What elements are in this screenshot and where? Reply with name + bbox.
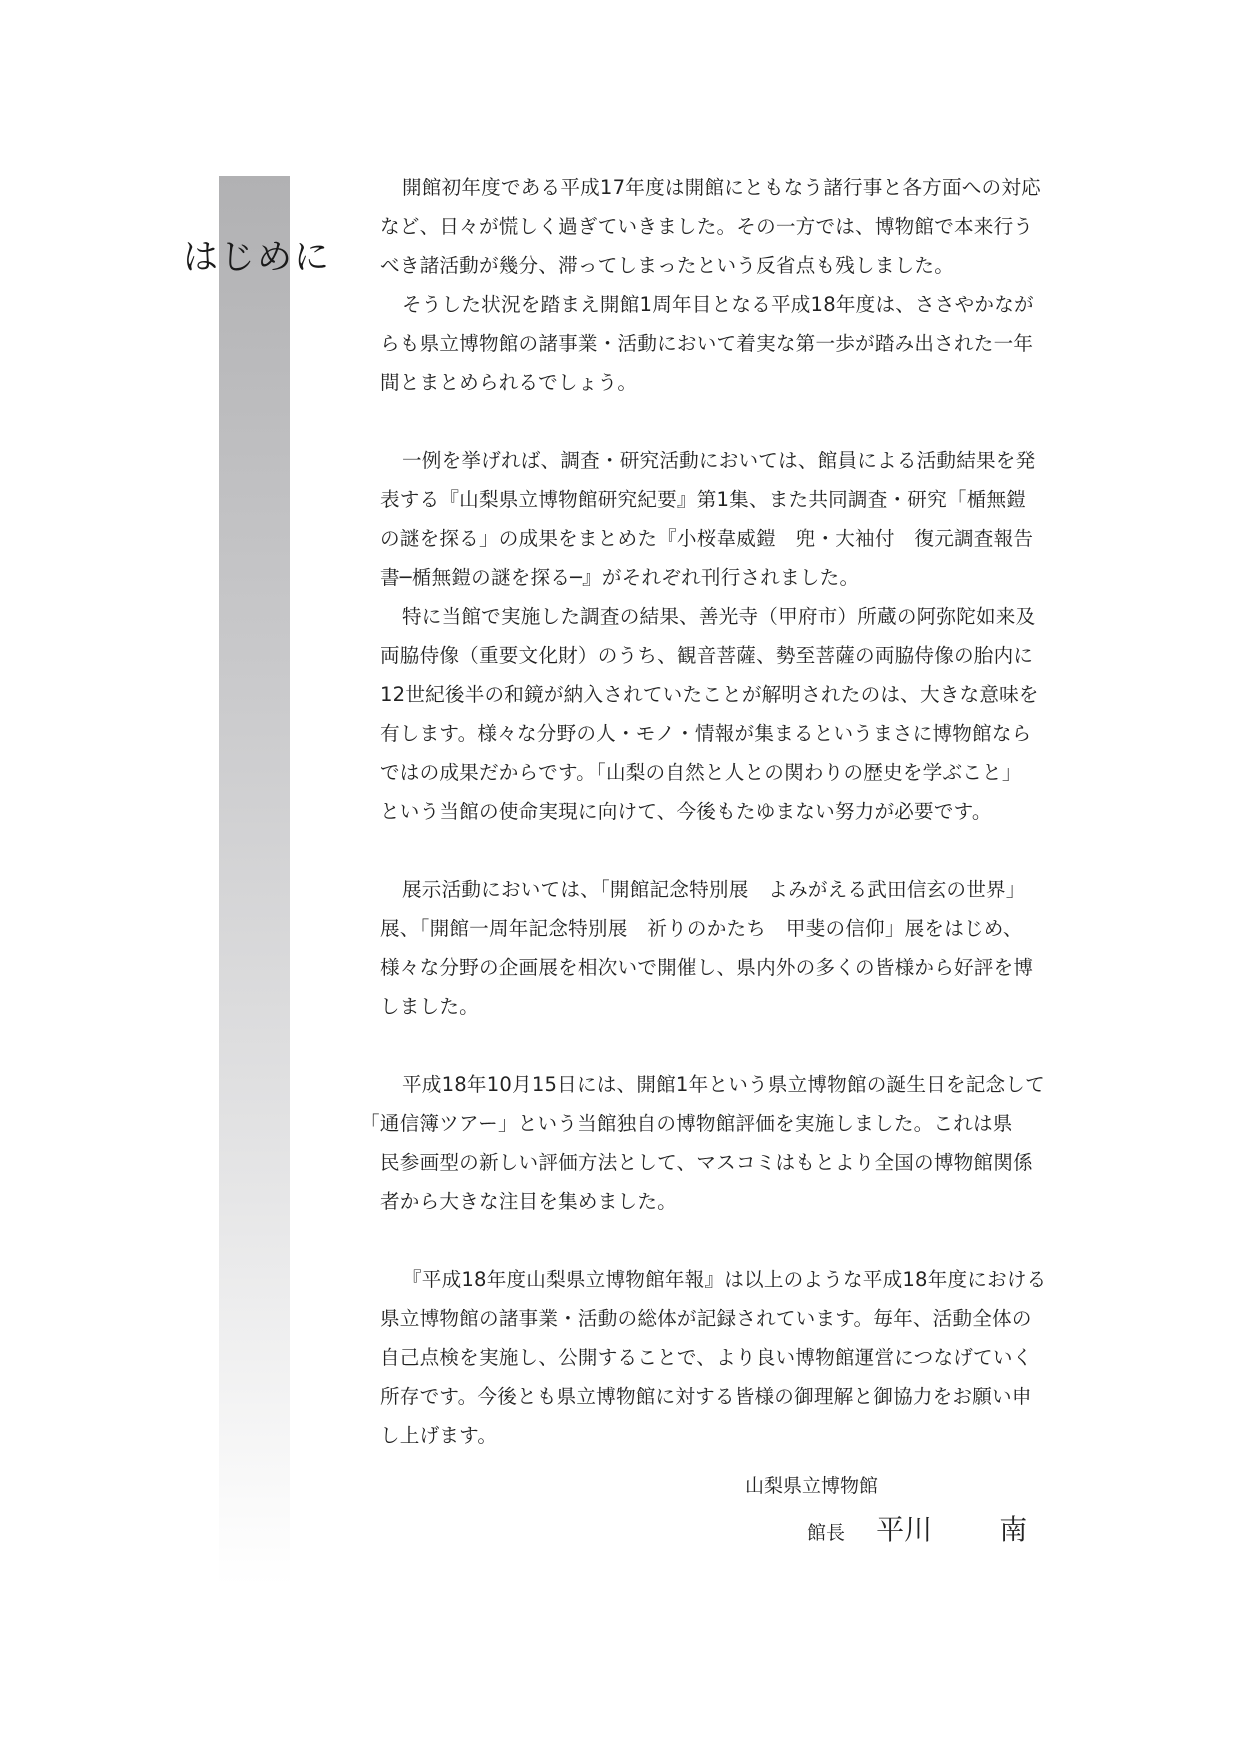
text-line: 開館初年度である平成17年度は開館にともなう諸行事と各方面への対応 (402, 176, 1041, 199)
blank-line (380, 831, 1065, 870)
side-gradient-bar (219, 176, 290, 1586)
text-line: 民参画型の新しい評価方法として、マスコミはもとより全国の博物館関係 (380, 1151, 1033, 1174)
text-line: 表する『山梨県立博物館研究紀要』第1集、また共同調査・研究「楯無鎧 (380, 488, 1027, 511)
blank-line (380, 1221, 1065, 1260)
text-line: 書─楯無鎧の謎を探る─』がそれぞれ刊行されました。 (380, 566, 860, 589)
text-line: 所存です。今後とも県立博物館に対する皆様の御理解と御協力をお願い申 (380, 1385, 1032, 1408)
page-heading: はじめに (183, 238, 332, 278)
text-line: 有します。様々な分野の人・モノ・情報が集まるというまさに博物館なら (380, 722, 1032, 745)
signature-given-name: 南 (999, 1513, 1028, 1546)
text-line: 『平成18年度山梨県立博物館年報』は以上のような平成18年度における (402, 1268, 1047, 1291)
text-line: 県立博物館の諸事業・活動の総体が記録されています。毎年、活動全体の (380, 1307, 1032, 1330)
signature-title: 館長 (807, 1522, 846, 1544)
text-line: 様々な分野の企画展を相次いで開催し、県内外の多くの皆様から好評を博 (380, 956, 1034, 979)
signature-block (745, 1470, 1075, 1548)
text-line: 展示活動においては、「開館記念特別展 よみがえる武田信玄の世界」 (402, 878, 1026, 901)
text-line: ではの成果だからです。「山梨の自然と人との関わりの歴史を学ぶこと」 (380, 761, 1022, 784)
text-line: の謎を探る」の成果をまとめた『小桜韋威鎧 兜・大袖付 復元調査報告 (380, 527, 1034, 550)
signature-family-name: 平川 (876, 1513, 933, 1546)
text-line: らも県立博物館の諸事業・活動において着実な第一歩が踏み出された一年 (380, 332, 1034, 355)
signature-row (745, 1508, 1075, 1548)
text-line: という当館の使命実現に向けて、今後もたゆまない努力が必要です。 (380, 800, 992, 823)
blank-line (380, 1026, 1065, 1065)
text-line: しました。 (380, 995, 479, 1018)
text-line: 展、「開館一周年記念特別展 祈りのかたち 甲斐の信仰」展をはじめ、 (380, 917, 1023, 940)
text-line: 「通信簿ツアー」という当館独自の博物館評価を実施しました。これは県 (360, 1112, 1013, 1135)
text-line: そうした状況を踏まえ開館1周年目となる平成18年度は、ささやかなが (402, 293, 1034, 316)
text-line: し上げます。 (380, 1424, 498, 1447)
text-line: べき諸活動が幾分、滞ってしまったという反省点も残しました。 (380, 254, 955, 277)
foreword-body (360, 168, 1065, 1455)
text-line: 特に当館で実施した調査の結果、善光寺（甲府市）所蔵の阿弥陀如来及 (402, 605, 1036, 628)
text-line: 両脇侍像（重要文化財）のうち、観音菩薩、勢至菩薩の両脇侍像の胎内に (380, 644, 1034, 667)
text-line: 自己点検を実施し、公開することで、より良い博物館運営につなげていく (380, 1346, 1033, 1369)
text-line: 平成18年10月15日には、開館1年という県立博物館の誕生日を記念して (402, 1073, 1045, 1096)
text-line: 者から大きな注目を集めました。 (380, 1190, 677, 1213)
text-line: 一例を挙げれば、調査・研究活動においては、館員による活動結果を発 (402, 449, 1036, 472)
text-line: 間とまとめられるでしょう。 (380, 371, 638, 394)
signature-organization: 山梨県立博物館 (745, 1475, 879, 1497)
blank-line (380, 402, 1065, 441)
text-line: 12世紀後半の和鏡が納入されていたことが解明されたのは、大きな意味を (380, 683, 1039, 706)
text-line: など、日々が慌しく過ぎていきました。その一方では、博物館で本来行う (380, 215, 1034, 238)
